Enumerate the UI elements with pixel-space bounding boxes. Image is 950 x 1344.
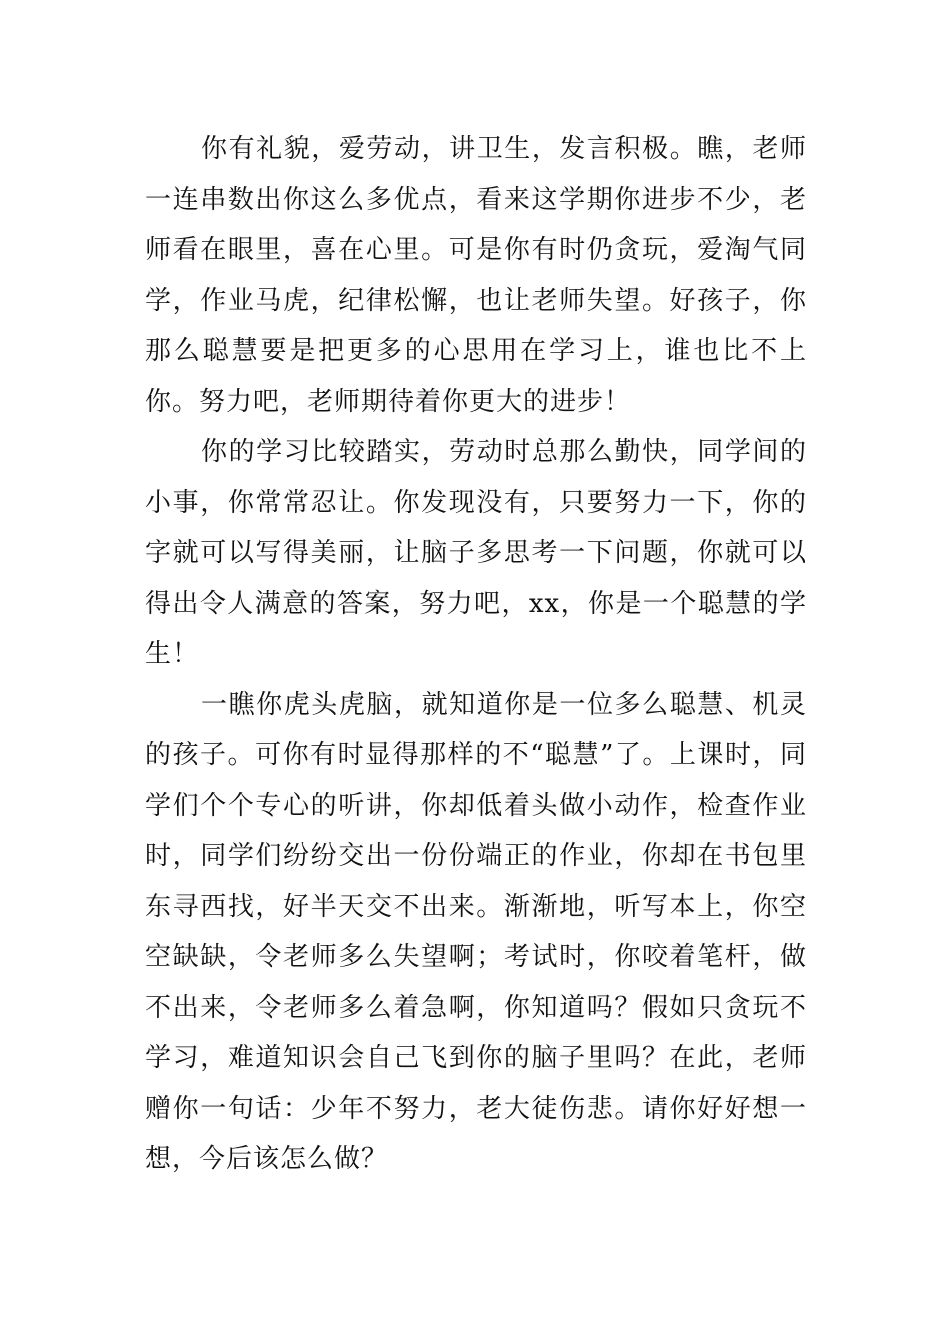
paragraph-1: 你有礼貌，爱劳动，讲卫生，发言积极。瞧，老师一连串数出你这么多优点，看来这学期你进步不少，老师看在眼里，喜在心里。可是你有时仍贪玩，爱淘气同学，作业马虎，纪律松懈，也让老师失望。好孩子，你那么聪慧要是把更多的心思用在学习上，谁也比不上你。努力吧，老师期待着你更大的进步！: [145, 134, 807, 417]
document-body: [145, 124, 807, 1185]
paragraph-2: 你的学习比较踏实，劳动时总那么勤快，同学间的小事，你常常忍让。你发现没有，只要努力一下，你的字就可以写得美丽，让脑子多思考一下问题，你就可以得出令人满意的答案，努力吧，xx，你是一个聪慧的学生！: [145, 437, 807, 669]
paragraph-3: 一瞧你虎头虎脑，就知道你是一位多么聪慧、机灵的孩子。可你有时显得那样的不“聪慧”了。上课时，同学们个个专心的听讲，你却低着头做小动作，检查作业时，同学们纷纷交出一份份端正的作业，你却在书包里东寻西找，好半天交不出来。渐渐地，听写本上，你空空缺缺，令老师多么失望啊；考试时，你咬着笔杆，做不出来，令老师多么着急啊，你知道吗？假如只贪玩不学习，难道知识会自己飞到你的脑子里吗？在此，老师赠你一句话：少年不努力，老大徒伤悲。请你好好想一想，今后该怎么做？: [145, 689, 807, 1174]
